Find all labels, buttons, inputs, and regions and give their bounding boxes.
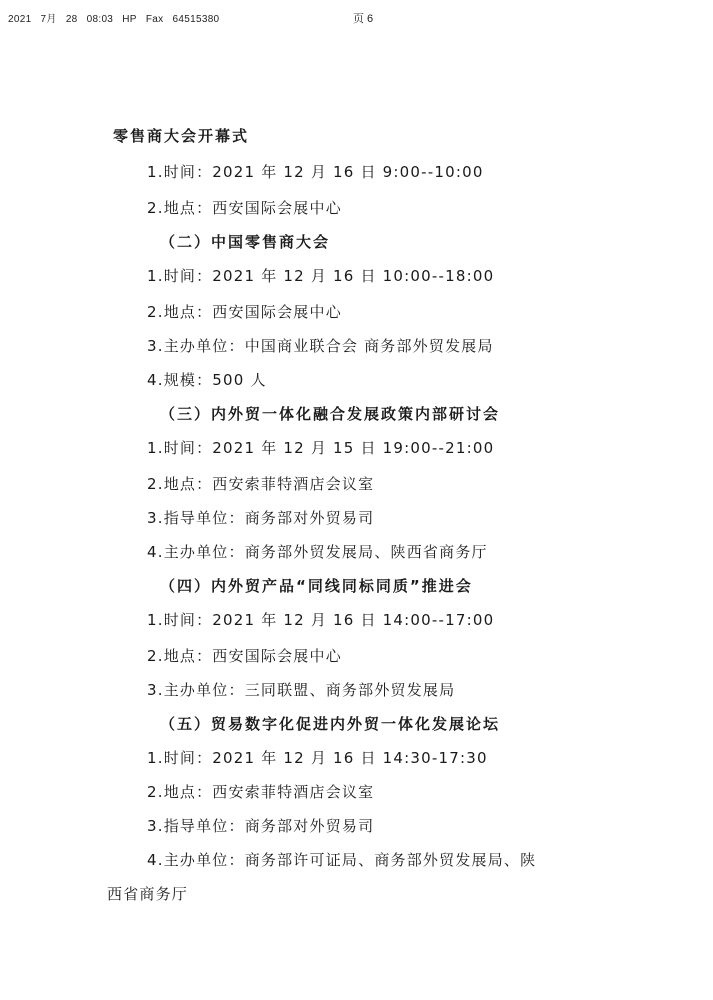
section-heading-promotion-meeting: （四）内外贸产品“同线同标同质”推进会 bbox=[160, 577, 473, 595]
fax-month: 7月 bbox=[40, 14, 57, 25]
list-item: 2.地点：西安索菲特酒店会议室 bbox=[147, 783, 375, 801]
list-item: 3.指导单位：商务部对外贸易司 bbox=[147, 509, 375, 527]
list-item: 1.时间：2021 年 12 月 16 日 10:00--18:00 bbox=[147, 267, 495, 285]
fax-number: 64515380 bbox=[172, 14, 220, 25]
list-item: 4.主办单位：商务部许可证局、商务部外贸发展局、陕 bbox=[147, 851, 537, 869]
list-item: 2.地点：西安国际会展中心 bbox=[147, 647, 342, 665]
list-item: 1.时间：2021 年 12 月 16 日 14:30-17:30 bbox=[147, 749, 488, 767]
fax-page-number: 页 6 bbox=[353, 13, 374, 25]
list-item: 1.时间：2021 年 12 月 16 日 9:00--10:00 bbox=[147, 163, 484, 181]
list-item: 3.主办单位：中国商业联合会 商务部外贸发展局 bbox=[147, 337, 494, 355]
list-item: 2.地点：西安国际会展中心 bbox=[147, 303, 342, 321]
list-item: 3.主办单位：三同联盟、商务部外贸发展局 bbox=[147, 681, 456, 699]
list-item: 1.时间：2021 年 12 月 15 日 19:00--21:00 bbox=[147, 439, 495, 457]
section-heading-retailers-conference: （二）中国零售商大会 bbox=[160, 233, 331, 251]
section-heading-opening: 零售商大会开幕式 bbox=[113, 127, 250, 145]
fax-label: Fax bbox=[145, 14, 164, 25]
fax-time: 08:03 bbox=[86, 14, 114, 25]
list-item: 2.地点：西安索菲特酒店会议室 bbox=[147, 475, 375, 493]
list-item: 4.主办单位：商务部外贸发展局、陕西省商务厅 bbox=[147, 543, 488, 561]
fax-day: 28 bbox=[65, 14, 78, 25]
list-item-continuation: 西省商务厅 bbox=[107, 885, 189, 903]
fax-device: HP bbox=[122, 14, 137, 25]
section-heading-digital-forum: （五）贸易数字化促进内外贸一体化发展论坛 bbox=[160, 715, 501, 733]
fax-year: 2021 bbox=[8, 14, 32, 25]
list-item: 3.指导单位：商务部对外贸易司 bbox=[147, 817, 375, 835]
section-heading-policy-seminar: （三）内外贸一体化融合发展政策内部研讨会 bbox=[160, 405, 501, 423]
list-item: 2.地点：西安国际会展中心 bbox=[147, 199, 342, 217]
list-item: 4.规模：500 人 bbox=[147, 371, 267, 389]
fax-header bbox=[8, 10, 225, 25]
list-item: 1.时间：2021 年 12 月 16 日 14:00--17:00 bbox=[147, 611, 495, 629]
